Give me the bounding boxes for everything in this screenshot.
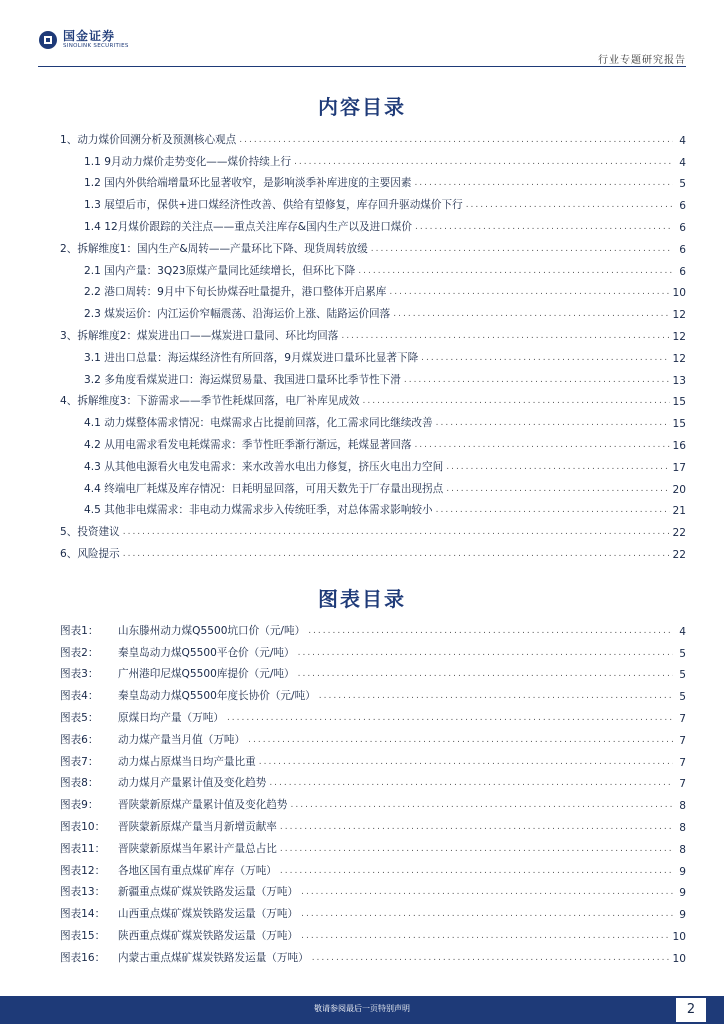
figure-entry-page: 7 [679,756,686,769]
figure-entry[interactable] [60,856,686,878]
dot-leader [239,133,673,147]
toc-entry-page: 6 [679,200,686,213]
figure-entry-page: 8 [679,843,686,856]
figure-list [60,616,686,965]
toc-entry[interactable] [60,147,686,169]
dot-leader [308,624,673,638]
figure-entry-page: 5 [679,669,686,682]
toc-entry-page: 22 [672,527,686,540]
dot-leader [280,842,673,856]
dot-leader [446,482,669,496]
dot-leader [363,394,670,408]
toc-entry-label: 1.1 9月动力煤价走势变化——煤价持续上行 [84,155,292,168]
figure-entry[interactable] [60,703,686,725]
toc-entry[interactable] [60,474,686,496]
toc-entry[interactable] [60,321,686,343]
toc-entry-page: 6 [679,243,686,256]
dot-leader [358,264,673,278]
toc-list [60,125,686,561]
figure-entry-page: 5 [679,647,686,660]
figure-entry[interactable] [60,834,686,856]
figure-entry-page: 7 [679,734,686,747]
dot-leader [436,503,670,517]
toc-entry-label: 4.4 终端电厂耗煤及库存情况：日耗明显回落，可用天数先于厂存量出现拐点 [84,482,444,495]
logo-english-name: SINOLINK SECURITIES [63,43,129,49]
figure-entry-id: 图表8： [60,777,99,790]
figure-entry[interactable] [60,921,686,943]
toc-entry-label: 5、投资建议 [60,526,120,539]
figure-entry-page: 5 [679,691,686,704]
figure-entry[interactable] [60,878,686,900]
toc-entry-page: 6 [679,221,686,234]
figure-entry-id: 图表3： [60,668,99,681]
figure-entry-page: 9 [679,865,686,878]
dot-leader [341,329,669,343]
figure-entry-id: 图表7： [60,755,99,768]
toc-entry-label: 4.1 动力煤整体需求情况：电煤需求占比提前回落，化工需求同比继续改善 [84,417,433,430]
figure-entry-page: 4 [679,625,686,638]
toc-entry-page: 12 [672,309,686,322]
toc-entry-label: 1.2 国内外供给端增量环比显著收窄，是影响淡季补库进度的主要因素 [84,177,412,190]
dot-leader [301,929,669,943]
figure-entry-page: 7 [679,778,686,791]
figure-entry-id: 图表10： [60,820,106,833]
toc-entry-page: 4 [679,156,686,169]
page-number: 2 [676,998,706,1022]
toc-entry[interactable] [60,387,686,409]
toc-entry-page: 15 [672,396,686,409]
dot-leader [301,907,673,921]
toc-entry-page: 21 [672,505,686,518]
figure-entry-title: 原煤日均产量（万吨） [118,711,224,724]
toc-entry-label: 4.5 其他非电煤需求：非电动力煤需求步入传统旺季，对总体需求影响较小 [84,504,433,517]
footer-disclaimer: 敬请参阅最后一页特别声明 [314,1004,410,1013]
figure-entry-title: 广州港印尼煤Q5500库提价（元/吨） [118,668,295,681]
figure-entry-page: 7 [679,712,686,725]
figure-entry-page: 9 [679,909,686,922]
figure-entry-page: 10 [672,952,686,965]
figure-entry-page: 8 [679,800,686,813]
figure-entry-title: 新疆重点煤矿煤炭铁路发运量（万吨） [118,886,299,899]
toc-entry[interactable] [60,452,686,474]
figure-entry-id: 图表5： [60,711,99,724]
figure-entry[interactable] [60,638,686,660]
figure-entry-title: 内蒙古重点煤矿煤炭铁路发运量（万吨） [118,951,309,964]
figure-entry-id: 图表6： [60,733,99,746]
figure-entry[interactable] [60,812,686,834]
toc-entry-label: 4、拆解维度3：下游需求——季节性耗煤回落，电厂补库见成效 [60,395,360,408]
toc-entry-page: 15 [672,418,686,431]
toc-entry[interactable] [60,299,686,321]
toc-entry-page: 12 [672,352,686,365]
toc-entry-label: 2.3 煤炭运价：内江运价窄幅震荡、沿海运价上涨、陆路运价回落 [84,308,391,321]
toc-entry[interactable] [60,365,686,387]
figure-entry[interactable] [60,769,686,791]
dot-leader [446,460,669,474]
figure-entry-page: 10 [672,930,686,943]
figure-entry[interactable] [60,943,686,965]
toc-entry-page: 20 [672,483,686,496]
dot-leader [123,525,670,539]
toc-entry-label: 3.1 进出口总量：海运煤经济性有所回落，9月煤炭进口量环比显著下降 [84,351,419,364]
figure-entry-id: 图表14： [60,908,106,921]
dot-leader [389,285,669,299]
dot-leader [393,307,669,321]
figure-entry-id: 图表2： [60,646,99,659]
logo-mark-icon [38,30,58,50]
toc-entry[interactable] [60,190,686,212]
toc-title: 内容目录 [318,95,406,119]
toc-entry[interactable] [60,430,686,452]
toc-entry-page: 16 [672,439,686,452]
figure-entry-title: 秦皇岛动力煤Q5500年度长协价（元/吨） [118,690,316,703]
toc-entry[interactable] [60,256,686,278]
toc-entry[interactable] [60,343,686,365]
figure-entry-id: 图表15： [60,929,106,942]
figure-entry-title: 晋陕蒙新原煤产量累计值及变化趋势 [118,799,288,812]
logo-chinese-name: 国金证券 [63,29,116,43]
figure-entry-id: 图表12： [60,864,106,877]
figure-entry-title: 动力煤月产量累计值及变化趋势 [118,777,267,790]
toc-entry-page: 22 [672,548,686,561]
toc-entry-label: 2.1 国内产量：3Q23原煤产量同比延续增长，但环比下降 [84,264,356,277]
figure-entry-title: 各地区国有重点煤矿库存（万吨） [118,864,277,877]
toc-entry[interactable] [60,125,686,147]
dot-leader [298,646,673,660]
figure-entry-title: 晋陕蒙新原煤当年累计产量总占比 [118,842,277,855]
toc-entry-page: 5 [679,178,686,191]
toc-entry[interactable] [60,496,686,518]
dot-leader [280,864,673,878]
toc-entry[interactable] [60,234,686,256]
dot-leader [294,155,673,169]
toc-entry[interactable] [60,517,686,539]
toc-entry-label: 1.3 展望后市，保供+进口煤经济性改善、供给有望修复，库存回升驱动煤价下行 [84,199,463,212]
toc-entry[interactable] [60,408,686,430]
toc-entry-page: 6 [679,265,686,278]
figure-entry-id: 图表9： [60,799,99,812]
toc-entry-label: 4.3 从其他电源看火电发电需求：来水改善水电出力修复，挤压火电出力空间 [84,460,444,473]
report-type-label: 行业专题研究报告 [598,55,686,66]
toc-entry-label: 3.2 多角度看煤炭进口：海运煤贸易量、我国进口量环比季节性下滑 [84,373,401,386]
figure-entry-title: 陕西重点煤矿煤炭铁路发运量（万吨） [118,929,299,942]
dot-leader [259,755,673,769]
figure-entry[interactable] [60,725,686,747]
toc-entry-label: 6、风险提示 [60,547,120,560]
header-divider [38,66,686,67]
figure-entry-page: 9 [679,887,686,900]
toc-entry[interactable] [60,212,686,234]
figure-entry-id: 图表1： [60,624,99,637]
figure-entry[interactable] [60,681,686,703]
page-header [0,0,724,64]
dot-leader [312,951,670,965]
toc-entry-page: 4 [679,134,686,147]
dot-leader [371,242,673,256]
dot-leader [436,416,670,430]
toc-entry-label: 1.4 12月煤价跟踪的关注点——重点关注库存&国内生产以及进口煤价 [84,220,412,233]
figure-entry[interactable] [60,660,686,682]
toc-entry-label: 4.2 从用电需求看发电耗煤需求：季节性旺季渐行渐远，耗煤显著回落 [84,438,412,451]
toc-entry[interactable] [60,539,686,561]
toc-entry-page: 13 [672,374,686,387]
toc-entry-label: 1、动力煤价回溯分析及预测核心观点 [60,133,237,146]
dot-leader [269,776,673,790]
figure-entry-id: 图表16： [60,951,106,964]
toc-entry-label: 2、拆解维度1：国内生产&周转——产量环比下降、现货周转放缓 [60,242,368,255]
figure-entry[interactable] [60,616,686,638]
toc-entry-page: 10 [672,287,686,300]
figure-entry-title: 山西重点煤矿煤炭铁路发运量（万吨） [118,908,299,921]
figure-entry[interactable] [60,899,686,921]
figure-entry-title: 动力煤产量当月值（万吨） [118,733,246,746]
toc-entry-label: 3、拆解维度2：煤炭进出口——煤炭进口量同、环比均回落 [60,329,339,342]
toc-entry-page: 12 [672,330,686,343]
dot-leader [248,733,673,747]
figure-entry-id: 图表4： [60,690,99,703]
figure-entry-id: 图表13： [60,886,106,899]
dot-leader [415,220,673,234]
figure-entry-page: 8 [679,821,686,834]
figure-entry-title: 秦皇岛动力煤Q5500平仓价（元/吨） [118,646,295,659]
toc-entry-label: 2.2 港口周转：9月中下旬长协煤吞吐量提升，港口整体开启累库 [84,286,387,299]
toc-entry-page: 17 [672,461,686,474]
toc-entry[interactable] [60,278,686,300]
dot-leader [227,711,673,725]
dot-leader [414,176,673,190]
figure-entry-title: 晋陕蒙新原煤产量当月新增贡献率 [118,820,277,833]
figure-entry-title: 山东滕州动力煤Q5500坑口价（元/吨） [118,624,306,637]
dot-leader [298,667,673,681]
figure-entry[interactable] [60,747,686,769]
dot-leader [319,689,673,703]
dot-leader [414,438,669,452]
dot-leader [404,373,670,387]
dot-leader [123,547,670,561]
dot-leader [291,798,674,812]
dot-leader [466,198,673,212]
dot-leader [421,351,669,365]
figure-list-title: 图表目录 [318,587,406,611]
company-logo [38,30,129,50]
figure-entry-id: 图表11： [60,842,106,855]
dot-leader [301,885,673,899]
dot-leader [280,820,673,834]
figure-entry[interactable] [60,790,686,812]
figure-entry-title: 动力煤占原煤当日均产量比重 [118,755,256,768]
toc-entry[interactable] [60,169,686,191]
